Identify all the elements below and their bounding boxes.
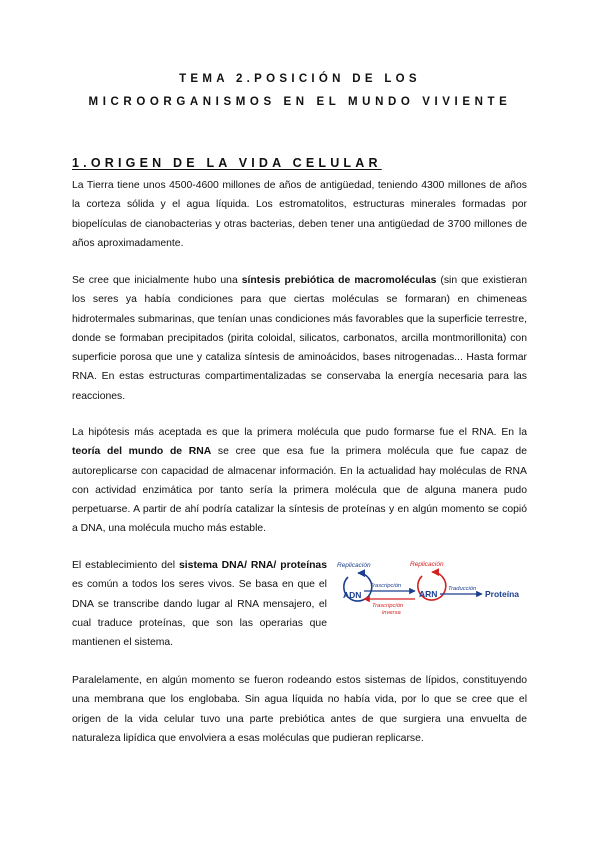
label-proteina: Proteína [485, 589, 520, 599]
paragraph-2-bold: síntesis prebiótica de macromoléculas [241, 275, 437, 286]
dna-rna-protein-diagram [332, 559, 528, 623]
paragraph-2 [72, 271, 527, 406]
label-traduccion: Traducción [448, 586, 477, 592]
label-replicacion-left: Replicación [337, 562, 371, 569]
label-arn: ARN [419, 589, 438, 599]
paragraph-3 [72, 423, 527, 539]
paragraph-4-bold: sistema DNA/ RNA/ proteínas [179, 560, 327, 571]
label-transcripcion-inversa-1: Trascripción [372, 603, 404, 609]
label-transcripcion-inversa-2: inversa [382, 610, 401, 616]
page-title-line-2: MICROORGANISMOS EN EL MUNDO VIVIENTE [88, 96, 512, 108]
label-adn: ADN [343, 590, 362, 600]
paragraph-4-text-a: El establecimiento del [72, 560, 180, 571]
paragraph-3-bold: teoría del mundo de RNA [72, 446, 212, 458]
paragraph-3-text-a: La hipótesis más aceptada es que la primera molécula que pudo formarse fue el RNA. En la [72, 427, 527, 438]
page-title-line-1: TEMA 2.POSICIÓN DE LOS [179, 73, 421, 85]
paragraph-5: Paralelamente, en algún momento se fueron rodeando estos sistemas de lípidos, constituyendo una membrana que los englobaba. Sin agua líquida no había vida, por lo que se cree que el origen de la vida celular tuvo una parte prebiótica antes de que surgiera una envuelta de naturaleza lipídica que envolviera a esas moléculas que pudieran replicarse. [72, 675, 527, 744]
paragraph-2-text-a: Se cree que inicialmente hubo una [72, 275, 242, 286]
label-transcripcion: Trascripción [370, 583, 402, 589]
paragraph-3-text-b: se cree que esa fue la primera molécula que fue capaz de autoreplicarse con capacidad de almacenar información. En la actualidad hay moléculas de RNA con actividad enzimática por tanto sería la primera molécula que de alguna manera pudo perpetuarse. A partir de ahí podría catalizar la síntesis de proteínas y en algún momento se copió a DNA, una molécula mucho más estable. [72, 446, 527, 535]
paragraph-2-text-b: (sin que existieran los seres ya había condiciones para que ciertas moléculas se formaran) en chimeneas hidrotermales submarinas, que tenían unas condiciones más favorables que la superficie terrestre, donde se formaban precipitados (pirita coloidal, silicatos, carbonatos, arcilla montmorillonita) con superficie porosa que une y cataliza síntesis de aminoácidos, bases nitrogenadas... Hasta formar RNA. En estas estructuras compartimentalizadas se conservaba la energía necesaria para las reacciones. [72, 275, 527, 402]
label-replicacion-right: Replicación [410, 561, 444, 568]
paragraph-4-text-b: es común a todos los seres vivos. Se basa en que el DNA se transcribe dando lugar al RNA mensajero, el cual traduce proteínas, que son las operarias que mantienen el sistema. [72, 579, 327, 649]
paragraph-4 [72, 556, 327, 652]
paragraph-1: La Tierra tiene unos 4500-4600 millones de años de antigüedad, teniendo 4300 millones de años la corteza sólida y el agua líquida. Los estromatolitos, estructuras minerales formadas por biopelículas de cianobacterias y otras bacterias, deben tener una antigüedad de 3700 millones de años aproximadamente. [72, 180, 527, 249]
section-heading: 1.ORIGEN DE LA VIDA CELULAR [72, 156, 382, 170]
